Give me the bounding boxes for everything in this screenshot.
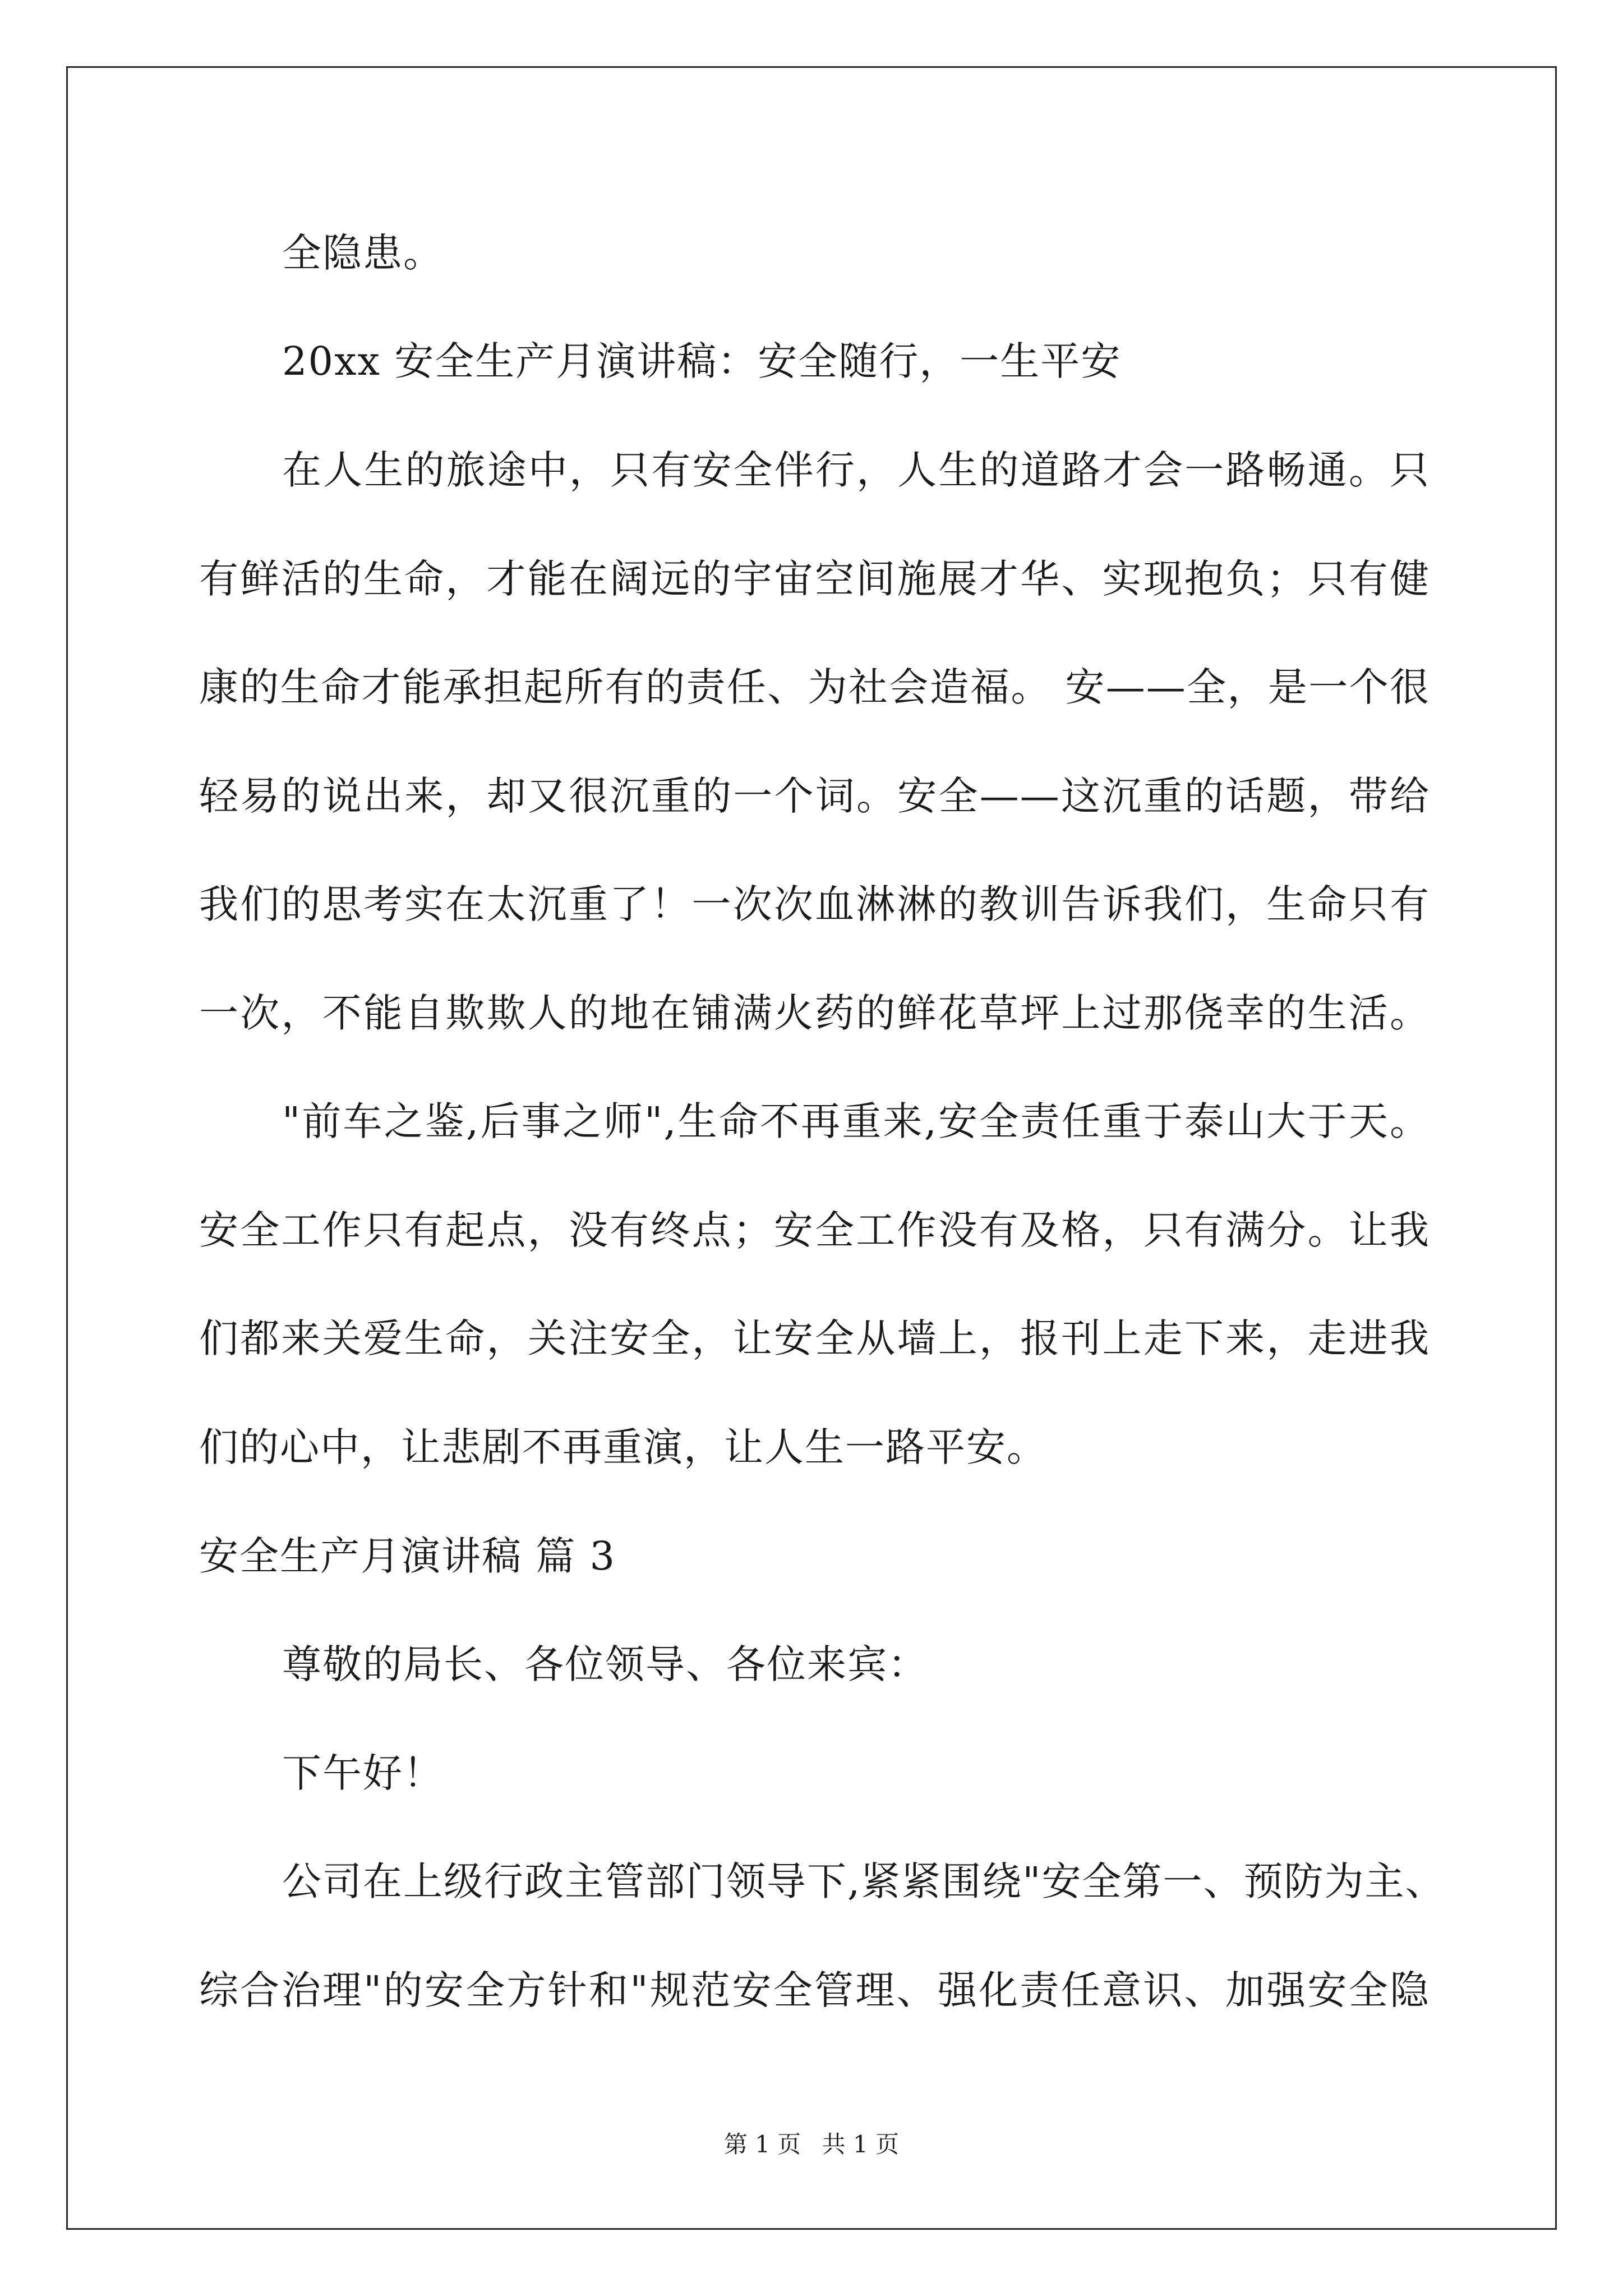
paragraph-line: 们都来关爱生命，关注安全，让安全从墙上，报刊上走下来，走进我	[199, 1315, 1430, 1361]
greeting: 下午好！	[282, 1750, 444, 1796]
page-number: 第 1 页	[723, 2131, 801, 2158]
paragraph-line: "前车之鉴,后事之师",生命不再重来,安全责任重于泰山大于天。	[282, 1098, 1430, 1144]
page-total: 共 1 页	[822, 2131, 900, 2158]
section-title: 安全生产月演讲稿 篇 3	[199, 1533, 616, 1579]
paragraph-line: 一次，不能自欺欺人的地在铺满火药的鲜花草坪上过那侥幸的生活。	[199, 990, 1430, 1036]
paragraph-line: 在人生的旅途中，只有安全伴行，人生的道路才会一路畅通。只	[282, 447, 1430, 493]
section-heading: 20xx 安全生产月演讲稿：安全随行，一生平安	[282, 338, 1122, 384]
paragraph-line: 综合治理"的安全方针和"规范安全管理、强化责任意识、加强安全隐	[199, 1967, 1430, 2013]
page-footer	[0, 2129, 1623, 2160]
paragraph-line: 康的生命才能承担起所有的责任、为社会造福。 安——全，是一个很	[199, 664, 1430, 710]
paragraph-line: 公司在上级行政主管部门领导下,紧紧围绕"安全第一、预防为主、	[282, 1858, 1446, 1904]
paragraph-line: 们的心中，让悲剧不再重演，让人生一路平安。	[199, 1424, 1047, 1470]
paragraph-line: 有鲜活的生命，才能在阔远的宇宙空间施展才华、实现抱负；只有健	[199, 556, 1430, 602]
paragraph-line: 安全工作只有起点，没有终点；安全工作没有及格，只有满分。让我	[199, 1207, 1430, 1253]
paragraph-line: 轻易的说出来，却又很沉重的一个词。安全——这沉重的话题，带给	[199, 773, 1430, 819]
salutation: 尊敬的局长、各位领导、各位来宾：	[282, 1641, 928, 1687]
paragraph-line: 全隐患。	[282, 230, 444, 276]
paragraph-line: 我们的思考实在太沉重了！一次次血淋淋的教训告诉我们，生命只有	[199, 881, 1430, 927]
